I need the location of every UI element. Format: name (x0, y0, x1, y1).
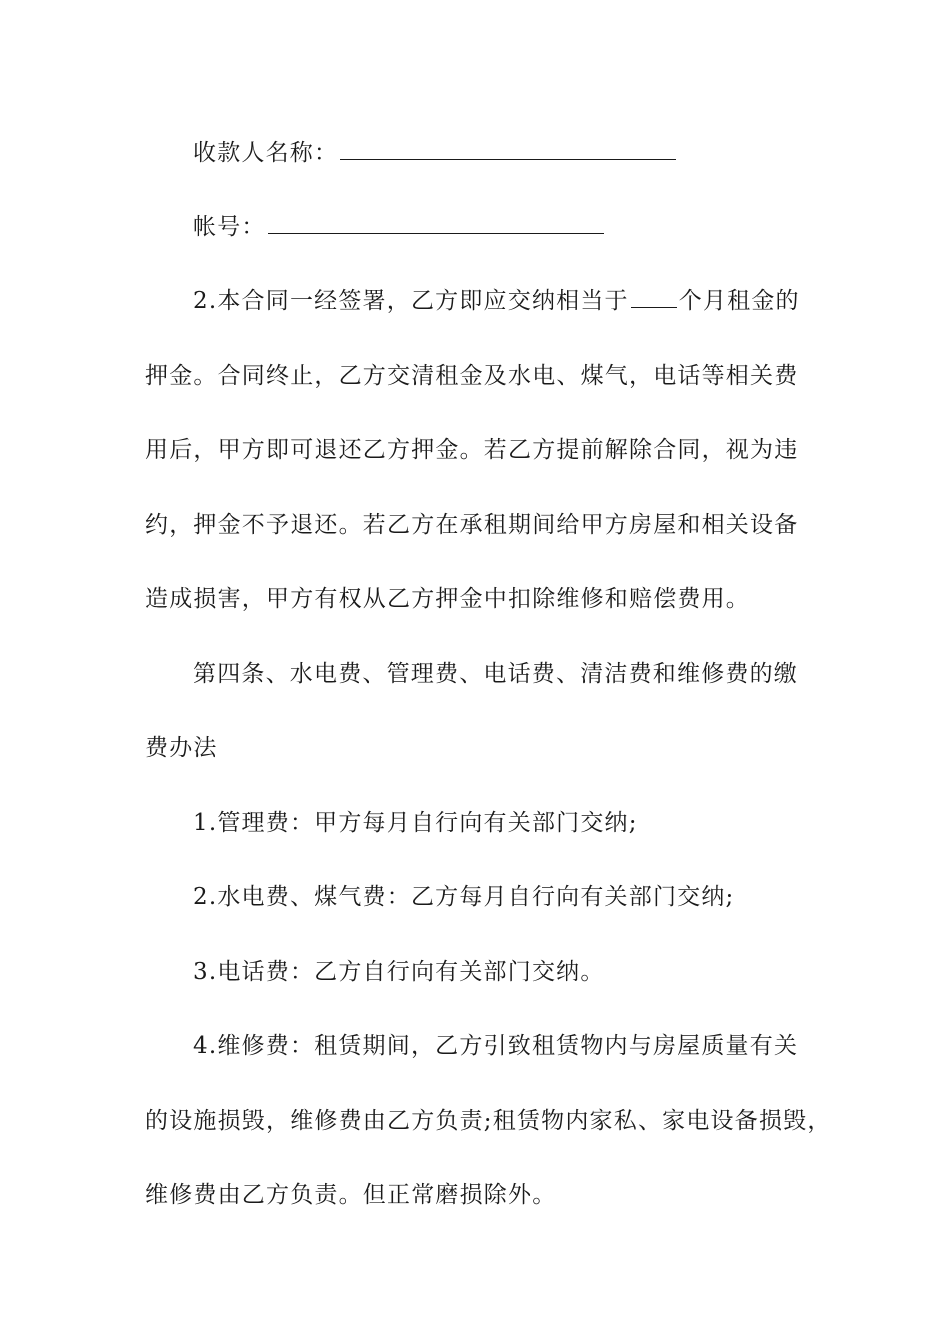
payee-line (193, 138, 676, 168)
article4-heading-line-2: 费办法 (145, 735, 218, 761)
account-line (193, 212, 604, 242)
article4-item-4-line-2: 的设施损毁，维修费由乙方负责;租赁物内家私、家电设备损毁， (145, 1108, 832, 1134)
article4-item-4-line-3: 维修费由乙方负责。但正常磨损除外。 (145, 1182, 557, 1208)
deposit-months-blank[interactable] (631, 289, 677, 308)
deposit-line-4: 约，押金不予退还。若乙方在承租期间给甲方房屋和相关设备 (145, 512, 799, 538)
payee-label: 收款人名称： (193, 140, 339, 166)
deposit-line-1 (193, 286, 800, 316)
deposit-text-1b: 个月租金的 (678, 288, 800, 314)
deposit-line-2: 押金。合同终止，乙方交清租金及水电、煤气，电话等相关费 (145, 363, 799, 389)
deposit-line-3: 用后，甲方即可退还乙方押金。若乙方提前解除合同，视为违 (145, 437, 799, 463)
deposit-line-5: 造成损害，甲方有权从乙方押金中扣除维修和赔偿费用。 (145, 586, 750, 612)
article4-item-3: 3.电话费：乙方自行向有关部门交纳。 (193, 959, 605, 985)
deposit-text-1a: 2.本合同一经签署，乙方即应交纳相当于 (193, 288, 629, 314)
article4-item-4-line-1: 4.维修费：租赁期间，乙方引致租赁物内与房屋质量有关 (193, 1033, 799, 1059)
account-blank[interactable] (268, 215, 604, 234)
article4-heading-line-1: 第四条、水电费、管理费、电话费、清洁费和维修费的缴 (193, 661, 798, 687)
article4-item-1: 1.管理费：甲方每月自行向有关部门交纳; (193, 810, 638, 836)
article4-item-2: 2.水电费、煤气费：乙方每月自行向有关部门交纳; (193, 884, 735, 910)
payee-blank[interactable] (340, 141, 676, 160)
account-label: 帐号： (193, 214, 266, 240)
